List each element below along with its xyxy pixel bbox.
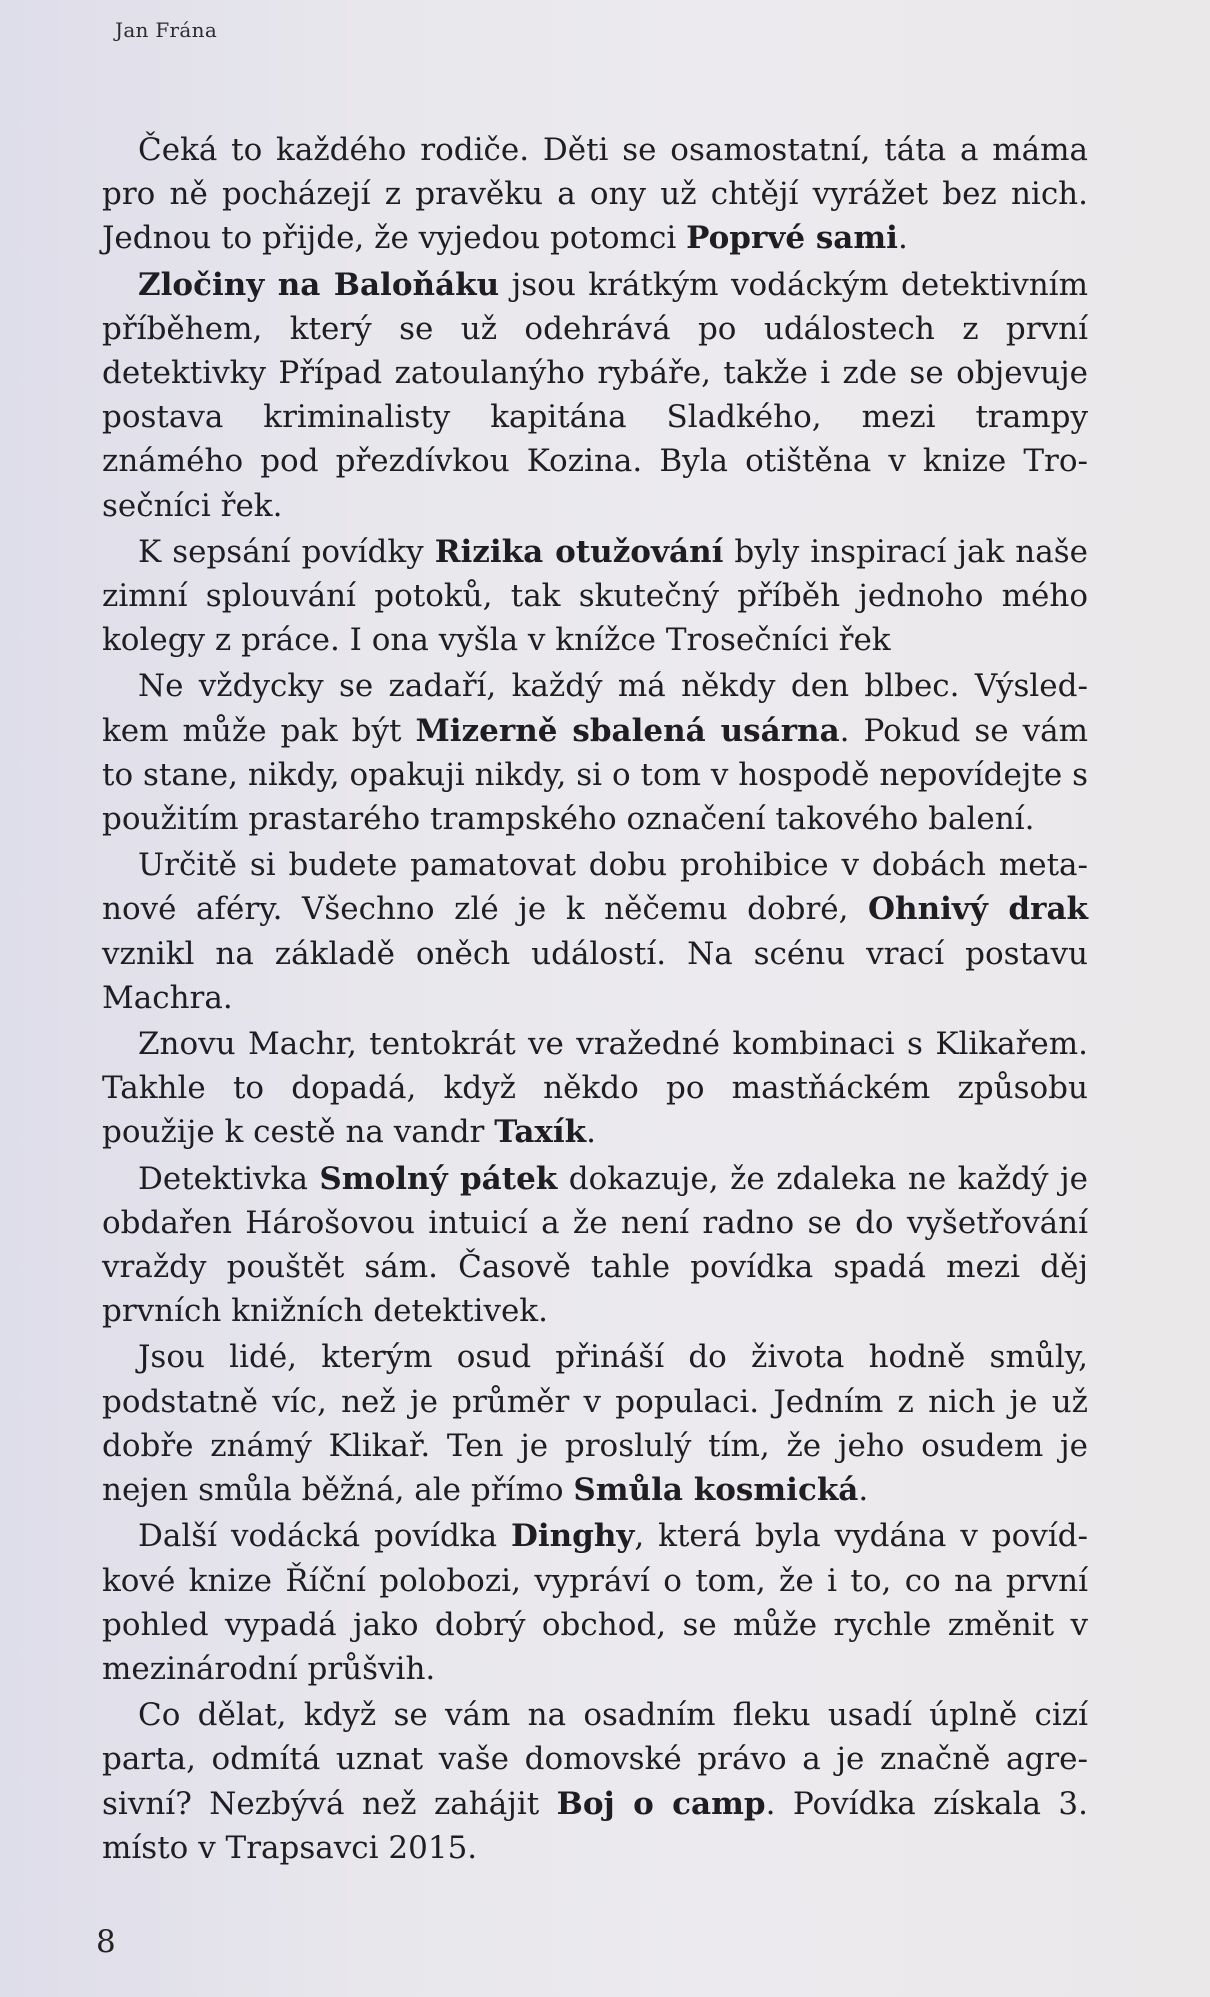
bold-title: Boj o camp <box>556 1785 766 1822</box>
paragraph <box>102 128 1088 261</box>
paragraph <box>102 1514 1088 1691</box>
running-head-author: Jan Frána <box>115 18 218 42</box>
text-run: Ne vždycky se zadaří, každý má někdy den blbec. Výsledkem může pak být <box>102 668 1088 749</box>
text-run: Co dělat, když se vám na osadním fleku usadí úplně cizí parta, odmítá uznat vaše domovské právo a je značně agresivní? Nezbývá než zahájit <box>102 1697 1088 1822</box>
paragraph <box>102 843 1088 1020</box>
paragraph <box>102 664 1088 841</box>
text-run: byly inspirací jak naše zimní splouvání potoků, tak skutečný příběh jednoho mého kolegy z práce. I ona vyšla v knížce Trosečníci řek <box>102 533 1088 659</box>
bold-title: Zločiny na Baloňáku <box>138 266 500 303</box>
paragraph <box>102 530 1088 663</box>
text-run: Detektivka <box>138 1160 320 1197</box>
bold-title: Ohnivý drak <box>868 891 1089 928</box>
text-run: vznikl na základě oněch událostí. Na scénu vrací postavu Machra. <box>102 935 1088 1016</box>
text-run: , která byla vydána v povídkové knize Říční polobozi, vypráví o tom, že i to, co na první pohled vypadá jako dobrý obchod, se může rychle změnit v mezinárodní průšvih. <box>102 1518 1088 1687</box>
paragraph <box>102 1157 1088 1334</box>
bold-title: Rizika otužování <box>434 533 724 570</box>
text-run: Čeká to každého rodiče. Děti se osamostatní, táta a máma pro ně pocházejí z pravěku a ony už chtějí vyrážet bez nich. Jednou to přijde, že vyjedou potomci <box>102 132 1088 257</box>
text-run: K sepsání povídky <box>138 533 435 570</box>
text-run: Jsou lidé, kterým osud přináší do života hodně smůly, podstatně víc, než je průměr v populaci. Jedním z nich je už dobře známý Klikař. Ten je proslulý tím, že jeho osudem je nejen smůla běžná, ale přímo <box>102 1339 1088 1509</box>
text-run: . Pokud se vám to stane, nikdy, opakuji nikdy, si o tom v hospodě nepovídejte s použitím prastarého trampského označení takového balení. <box>102 712 1088 838</box>
text-run: . <box>858 1472 869 1509</box>
bold-title: Taxík <box>494 1114 587 1151</box>
bold-title: Poprvé sami <box>686 220 898 257</box>
paragraph <box>102 1335 1088 1512</box>
page-number: 8 <box>96 1924 116 1960</box>
bold-title: Smůla kosmická <box>573 1472 859 1509</box>
text-run: . <box>897 220 908 257</box>
paragraph <box>102 1022 1088 1155</box>
bold-title: Mizerně sbalená usárna <box>415 712 840 749</box>
text-run: Znovu Machr, tentokrát ve vražedné kombinaci s Klikařem. Takhle to dopadá, když někdo po mastňáckém způsobu použije k cestě na vandr <box>102 1026 1088 1151</box>
text-run: . Povídka získala 3. místo v Trapsavci 2015. <box>102 1785 1088 1866</box>
text-run: jsou krátkým vodáckým detektivním příběhem, který se už odehrává po událostech z první detektivky Případ zatoulanýho rybáře, takže i zde se objevuje postava kriminalisty kapitána Sladkého, mezi trampy známého pod přezdívkou Kozina. Byla otištěna v knize Trosečníci řek. <box>102 266 1088 524</box>
paragraph <box>102 263 1088 528</box>
text-run: dokazuje, že zdaleka ne každý je obdařen Hárošovou intuicí a že není radno se do vyšetřování vraždy pouštět sám. Časově tahle povídka spadá mezi děj prvních knižních detektivek. <box>102 1160 1088 1330</box>
bold-title: Dinghy <box>510 1518 635 1555</box>
bold-title: Smolný pátek <box>319 1160 558 1197</box>
text-run: Další vodácká povídka <box>138 1518 511 1555</box>
text-run: . <box>586 1114 597 1151</box>
text-run: Určitě si budete pamatovat dobu prohibice v dobách metanové aféry. Všechno zlé je k něčemu dobré, <box>102 847 1088 928</box>
body-text <box>102 128 1088 1872</box>
paragraph <box>102 1693 1088 1870</box>
